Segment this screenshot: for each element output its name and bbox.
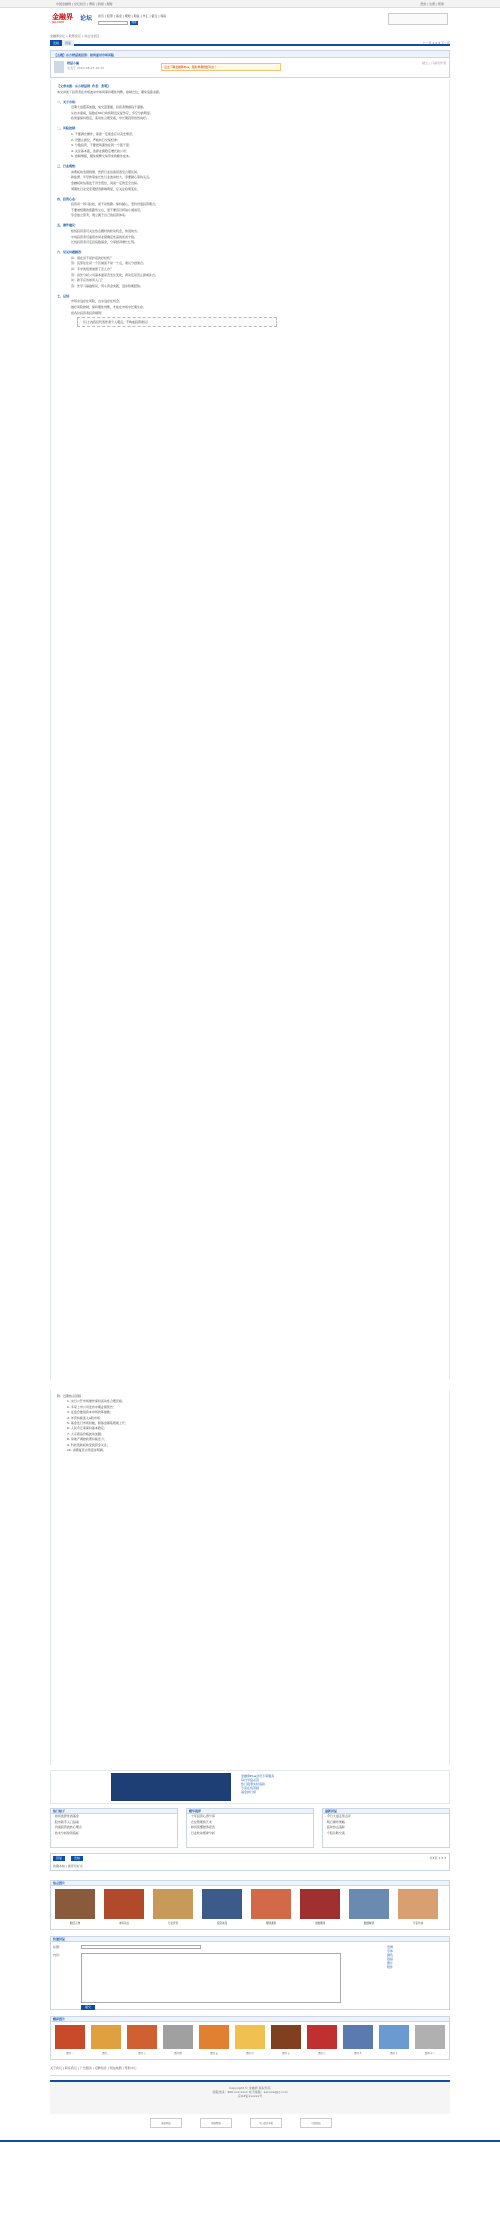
tab-bar (50, 40, 450, 46)
gallery-caption[interactable]: 图片七 (282, 2052, 290, 2055)
post-line: 4. 关注基本面，选择业绩稳定增长的公司； (71, 148, 129, 153)
photo-gallery (50, 2016, 450, 2060)
hot-images (50, 1880, 450, 1930)
hot-image-caption[interactable]: 金融要闻 (314, 1922, 326, 1925)
site-footer (50, 2080, 450, 2114)
gallery-image[interactable] (127, 2025, 157, 2049)
post-line: 答：底部往往是一个区域而不是一个点，建议分批建仓。 (71, 261, 147, 266)
post-button[interactable]: 发帖 (71, 1856, 83, 1861)
hot-image[interactable] (55, 1889, 95, 1919)
appendix-line: 6. 人民币汇率保持基本稳定； (67, 1426, 107, 1431)
gallery-caption[interactable]: 图片十 (390, 2052, 398, 2055)
post-line (57, 289, 443, 292)
post-line: 学会独立思考，建立属于自己的投资体系。 (71, 213, 129, 218)
hot-image-caption[interactable]: 市场动态 (118, 1922, 130, 1925)
content-label: 内容： (53, 1953, 63, 1957)
reply-button[interactable]: 回复 (53, 1856, 65, 1861)
trust-badge[interactable]: 不良信息举报 (250, 2118, 282, 2128)
reply-tab[interactable]: 回复 (62, 40, 74, 46)
post-line: 七、总结： (57, 293, 73, 298)
footer-line: 客服热线：400-xxx-xxxx 电子邮箱：service@jrj.com (212, 2090, 288, 2094)
appendix-line: 10. 消费复苏态势逐步明朗。 (67, 1447, 106, 1452)
gallery-caption[interactable]: 图片三 (138, 2052, 146, 2055)
editor-tool[interactable]: 链接 (387, 1957, 394, 1961)
post-line: 【文章来源：东方财富网 作者：张明】 (57, 84, 111, 88)
gallery-image[interactable] (271, 2025, 301, 2049)
hot-image-caption[interactable]: 理财课堂 (265, 1922, 277, 1925)
post-line: 五、操作建议： (57, 223, 79, 228)
post-line: 问：现在是不是抄底的好时机？ (71, 255, 114, 260)
post-line: 短线投资者可关注热点题材的轮动机会，快进快出。 (71, 229, 141, 234)
appendix-line: 3. 证监会推进资本市场改革措施； (67, 1410, 113, 1415)
post-line (57, 122, 443, 125)
related-column-title: 精华推荐 (187, 1809, 313, 1814)
post-line (57, 160, 443, 163)
promo-link[interactable]: 每日早盘必读 (241, 1778, 260, 1782)
submit-button[interactable]: 提交 (81, 2005, 95, 2010)
hot-image[interactable] (349, 1889, 389, 1919)
gallery-image[interactable] (163, 2025, 193, 2049)
logo-main: 金融界 (52, 12, 73, 21)
post-line: 问：新手应该如何入门？ (71, 278, 105, 283)
post-line: 近期大盘震荡加剧，成交量萎缩，投资者情绪趋于谨慎。 (71, 105, 147, 110)
appendix-line: 8. 房地产调控政策持续发力； (67, 1437, 107, 1442)
gallery-image[interactable] (379, 2025, 409, 2049)
promo-link[interactable]: 金融界Plus会员专享服务 (241, 1774, 275, 1778)
related-link[interactable]: · 明日操作策略 (325, 1819, 345, 1824)
promo-link[interactable]: 专家在线答疑 (241, 1786, 260, 1790)
gallery-caption[interactable]: 图片六 (246, 2052, 254, 2055)
related-link[interactable]: · 股市新手入门指南 (53, 1819, 79, 1824)
promo-section (50, 1770, 450, 1804)
post-line: 长线投资者可定投指数基金，分享经济增长红利。 (71, 240, 138, 245)
gallery-caption[interactable]: 图片十一 (424, 2052, 435, 2055)
hot-image-caption[interactable]: 专家访谈 (412, 1922, 424, 1925)
footer-line: Copyright © 金融界 版权所有 (229, 2086, 271, 2090)
post-line: 市场永远存在风险，也永远存在机会。 (71, 299, 123, 304)
trust-badge[interactable]: 诚信网站 (150, 2118, 182, 2128)
floor-info[interactable]: 楼主 | 只看该作者 (422, 61, 446, 65)
post-line: 一、关于市场： (57, 99, 79, 104)
post-line: 六、常见问题解答： (57, 250, 85, 255)
promo-image[interactable] (111, 1773, 231, 1801)
trust-badge[interactable]: 网络警察 (200, 2118, 232, 2128)
site-logo[interactable] (52, 12, 80, 26)
post-line: 投资是一场马拉松，而不是短跑。保持耐心，坚持价值投资理念。 (71, 202, 159, 207)
avatar[interactable] (54, 61, 64, 73)
post-line: 2. 设置止损位，严格执行交易纪律； (71, 137, 120, 142)
header-nav[interactable]: 首页 | 股票 | 基金 | 理财 | 期货 | 外汇 | 银行 | 保险 (98, 14, 167, 18)
reply-title-input[interactable] (81, 1945, 201, 1949)
bottom-pager[interactable]: 共3页 1 2 3 (429, 1856, 446, 1860)
reply-bar (50, 1853, 450, 1871)
footer-nav[interactable]: 关于我们 | 联系我们 | 广告服务 | 招聘信息 | 网站地图 | 帮助中心 (50, 2066, 450, 2076)
gallery-caption[interactable]: 图片五 (210, 2052, 218, 2055)
gallery-image[interactable] (235, 2025, 265, 2049)
related-link[interactable]: · 如何读懂财务报表 (189, 1825, 215, 1830)
hot-image-caption[interactable]: 投资讲座 (216, 1922, 228, 1925)
related-link[interactable]: · 今日大盘走势点评 (325, 1814, 351, 1818)
footer-line: 京ICP证xxxxxx号 (237, 2094, 263, 2098)
promo-list (241, 1774, 441, 1794)
post-line: 新能源、半导体等成长性行业波动较大，需要耐心等待买点。 (71, 175, 153, 180)
title-label: 标题： (53, 1945, 63, 1949)
related-column (50, 1808, 178, 1848)
editor-tool[interactable]: 表情 (387, 1945, 394, 1949)
appendix-line: 2. 多家上市公司发布中期业绩预告； (67, 1404, 116, 1409)
gallery-image[interactable] (55, 2025, 85, 2049)
gallery-caption[interactable]: 图片二 (102, 2052, 110, 2055)
post-line (57, 219, 443, 222)
post-line: 问：手中的股票被套了怎么办？ (71, 266, 114, 271)
author-name[interactable]: 财富小编 (67, 61, 80, 65)
post-line: 政策面保持稳定，流动性合理充裕，中长期趋势依然向好。 (71, 116, 150, 121)
related-column (186, 1808, 314, 1848)
trust-badges (50, 2118, 450, 2130)
gallery-caption[interactable]: 图片八 (318, 2052, 326, 2055)
hot-image[interactable] (300, 1889, 340, 1919)
editor-tool[interactable]: 颜色 (387, 1953, 394, 1957)
forum-badge: 论坛 (80, 15, 93, 22)
favorite-links[interactable]: 收藏本帖 | 推荐给好友 (53, 1864, 83, 1868)
related-columns (50, 1808, 450, 1848)
related-column-title: 热门帖子 (51, 1809, 177, 1814)
promo-link[interactable]: 基金排行榜 (241, 1790, 257, 1794)
gallery-image[interactable] (307, 2025, 337, 2049)
reply-content-textarea[interactable] (81, 1953, 341, 2003)
gallery-image[interactable] (91, 2025, 121, 2049)
post-meta: 发表于 2010-08-23 10:15 (67, 66, 104, 70)
trust-badge[interactable]: 可信网站 (300, 2118, 332, 2128)
related-link[interactable]: · 价值投资的核心理念 (53, 1825, 82, 1830)
editor-tools (387, 1945, 447, 2005)
post-line: 本文讲述了投资者在市场波动中如何保持理性判断，控制仓位，避免追涨杀跌。 (57, 89, 163, 94)
post-title-bar (50, 50, 450, 58)
post-line (57, 192, 443, 195)
appendix-line: 7. 大宗商品价格波动加剧； (67, 1431, 104, 1436)
gallery-image[interactable] (343, 2025, 373, 2049)
search-input[interactable] (98, 21, 128, 25)
related-link[interactable]: · 行业轮动规律分析 (189, 1830, 215, 1835)
hot-image-caption[interactable]: 数据解读 (363, 1922, 375, 1925)
hot-images-title: 热点图片 (51, 1881, 449, 1886)
photo-gallery-title: 精彩图片 (51, 2017, 449, 2022)
editor-tool[interactable]: 字体 (387, 1949, 394, 1953)
breadcrumb[interactable]: 金融界论坛 » 股票论坛 » 综合讨论区 (50, 34, 100, 38)
post-body (50, 80, 450, 1380)
related-column-title: 最新回复 (323, 1809, 449, 1814)
editor-tool[interactable]: 附件 (387, 1965, 394, 1969)
promo-link[interactable]: 热门股票实时追踪 (241, 1782, 266, 1786)
post-line: 5. 控制情绪，避免频繁交易带来的额外成本。 (71, 154, 132, 159)
promo-banner[interactable]: 点击了解金融界Plus，随时掌握财经动态！ (161, 63, 281, 71)
related-link[interactable]: · 仓位管理的艺术 (189, 1819, 212, 1824)
post-line: 金融板块估值处于历史低位，具备一定的安全边际。 (71, 181, 141, 186)
post-line: 四、投资心态： (57, 196, 79, 201)
logo-sub: JRJ.COM (52, 20, 64, 24)
post-line: 1. 不要满仓操作，保留一定现金应对突发情况； (71, 131, 135, 136)
related-link[interactable]: · 如何选择优质基金 (53, 1814, 79, 1818)
hot-image[interactable] (398, 1889, 438, 1919)
search-button[interactable]: 搜索 (131, 21, 137, 24)
appendix-line: 5. 基金发行市场回暖，新基金募集规模上升； (67, 1420, 128, 1425)
post-line: 答：先学习基础知识，用小资金实践，逐步积累经验。 (71, 283, 144, 288)
gallery-caption[interactable]: 图片九 (354, 2052, 362, 2055)
hot-image-caption[interactable]: 财经人物 (69, 1922, 81, 1925)
post-line: 做好风险控制，保持理性判断，才能在市场中长期生存。 (71, 304, 147, 309)
gallery-caption[interactable]: 图片四 (174, 2052, 182, 2055)
gallery-caption[interactable]: 图片一 (66, 2052, 74, 2055)
appendix-line: 9. 科技创新板块受到资金关注； (67, 1442, 110, 1447)
post-line (57, 246, 443, 249)
post-line: 周期性行业受宏观经济影响明显，应关注政策变化。 (71, 186, 141, 191)
site-header (50, 10, 450, 32)
disclaimer-quote: （以上内容仅代表作者个人观点，不构成投资建议） (77, 317, 277, 327)
gallery-image[interactable] (199, 2025, 229, 2049)
top-links[interactable]: 中国金融网 | 论坛首页 | 博客 | 新闻 | 理财 (56, 2, 113, 6)
bottom-line (0, 2140, 500, 2142)
related-column (322, 1808, 450, 1848)
post-line: 三、行业观察： (57, 164, 79, 169)
author-info (50, 58, 450, 78)
hot-image[interactable] (251, 1889, 291, 1919)
quick-reply-form (50, 1936, 450, 2010)
gallery-image[interactable] (415, 2025, 445, 2049)
appendix-line: 1. 央行公开市场操作保持流动性合理充裕； (67, 1399, 125, 1404)
top-login-links[interactable]: 登录 | 注册 | 帮助 (420, 2, 444, 6)
hot-image[interactable] (153, 1889, 193, 1919)
appendix-line: 附：近期热点回顾 (57, 1394, 82, 1398)
appendix-line: 4. 外资持续流入A股市场； (67, 1415, 103, 1420)
post-line: 从技术面看，指数在60日均线附近反复争夺，多空分歧明显。 (71, 110, 153, 115)
post-title: 【主题】东方财富谈投资：如何面对市场风险 (54, 53, 115, 57)
quick-reply-title: 快速回复 (51, 1937, 449, 1942)
post-body-appendix (50, 1390, 450, 1765)
hot-image-caption[interactable]: 行业资讯 (167, 1922, 179, 1925)
post-line: 消费板块表现稳健，医药行业估值回落至合理区间。 (71, 169, 141, 174)
top-pager[interactable]: 上一页 1 2 3 下一页 (422, 41, 450, 45)
new-post-tab[interactable]: 发帖 (50, 40, 62, 46)
post-line: 祝各位投资者投资顺利！ (71, 310, 105, 315)
post-line: 二、风险控制： (57, 126, 79, 131)
header-ad-box[interactable] (388, 13, 448, 25)
editor-tool[interactable]: 图片 (387, 1961, 394, 1965)
top-bar (0, 0, 500, 8)
post-line: 答：首先分析公司基本面是否发生变化，再决定是否止损或补仓。 (71, 272, 159, 277)
related-link[interactable]: · 个股诊断交流 (325, 1830, 345, 1835)
post-line (57, 95, 443, 98)
related-link[interactable]: · 板块热点追踪 (325, 1825, 345, 1830)
post-line: 不要被短期的涨跌所左右，更不要盲目听信小道消息。 (71, 207, 144, 212)
related-link[interactable]: · 技术分析常用指标 (53, 1830, 79, 1835)
hot-image[interactable] (202, 1889, 242, 1919)
post-line: 中线投资者可逢低布局业绩确定性高的优质个股。 (71, 234, 138, 239)
post-line: 3. 分散投资，不要把鸡蛋放在同一个篮子里； (71, 143, 132, 148)
related-link[interactable]: · 十年投资心得分享 (189, 1814, 215, 1818)
hot-image[interactable] (104, 1889, 144, 1919)
